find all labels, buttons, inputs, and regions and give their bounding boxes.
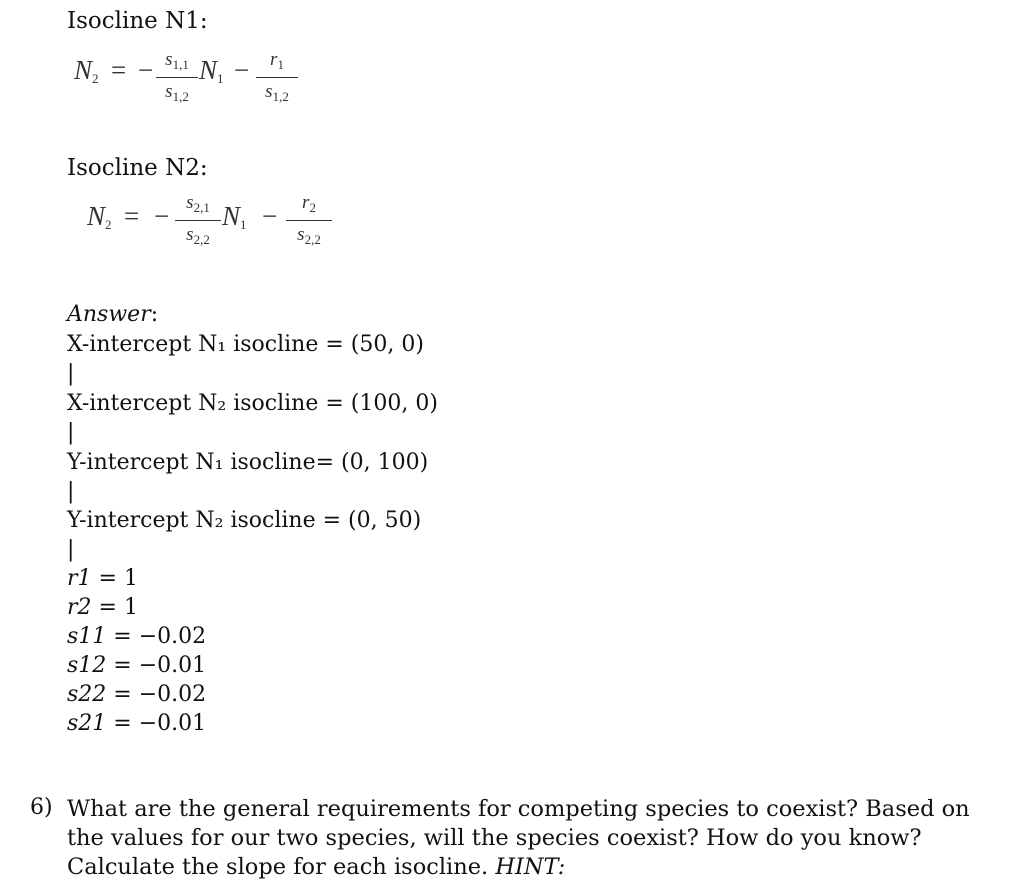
- constant-s11: s11 = −0.02: [67, 624, 207, 649]
- isocline-n1-minus-1: −: [138, 55, 154, 85]
- constant-r2: r2 = 1: [67, 595, 138, 620]
- isocline-n2-fraction-s: $s_{2,1}$ $s_{2,2}$: [175, 193, 221, 250]
- constant-s22: s22 = −0.02: [67, 682, 207, 707]
- isocline-n1-var: $N_1$: [199, 55, 224, 86]
- answer-separator: |: [67, 420, 75, 445]
- answer-line-x-intercept-n2: X-intercept N₂ isocline = (100, 0): [67, 391, 438, 416]
- isocline-n1-minus-2: −: [234, 55, 250, 85]
- isocline-n1-heading: Isocline N1:: [67, 8, 208, 34]
- question-text: What are the general requirements for competing species to coexist? Based on the values for our two species, will the species coexist? How do you know? Calculate the slope for each isocline. HINT:: [67, 796, 970, 880]
- constant-s21: s21 = −0.01: [67, 711, 207, 736]
- isocline-n1-lhs: $N_2$: [74, 55, 99, 86]
- constant-s12: s12 = −0.01: [67, 653, 207, 678]
- answer-line-y-intercept-n1: Y-intercept N₁ isocline= (0, 100): [67, 450, 429, 475]
- isocline-n2-var: $N_1$: [222, 201, 247, 232]
- isocline-n1-fraction-r: $r_1$ $s_{1,2}$: [256, 50, 298, 107]
- isocline-n1-fraction-s: $s_{1,1}$ $s_{1,2}$: [156, 50, 198, 107]
- isocline-n2-fraction-r: $r_2$ $s_{2,2}$: [286, 193, 332, 250]
- question-hint: HINT:: [495, 854, 566, 880]
- isocline-n2-lhs: $N_2$: [87, 201, 112, 232]
- isocline-n1-equals: =: [111, 55, 127, 85]
- answer-line-y-intercept-n2: Y-intercept N₂ isocline = (0, 50): [67, 508, 422, 533]
- isocline-n2-minus-2: −: [262, 201, 278, 231]
- isocline-n2-equals: =: [124, 201, 140, 231]
- answer-separator: |: [67, 479, 75, 504]
- isocline-n2-heading: Isocline N2:: [67, 155, 208, 181]
- answer-separator: |: [67, 361, 75, 386]
- isocline-n2-minus-1: −: [154, 201, 170, 231]
- question-number: 6): [30, 795, 53, 820]
- answer-separator: |: [67, 537, 75, 562]
- answer-line-x-intercept-n1: X-intercept N₁ isocline = (50, 0): [67, 332, 424, 357]
- answer-label: Answer:: [67, 302, 159, 327]
- constant-r1: r1 = 1: [67, 566, 138, 591]
